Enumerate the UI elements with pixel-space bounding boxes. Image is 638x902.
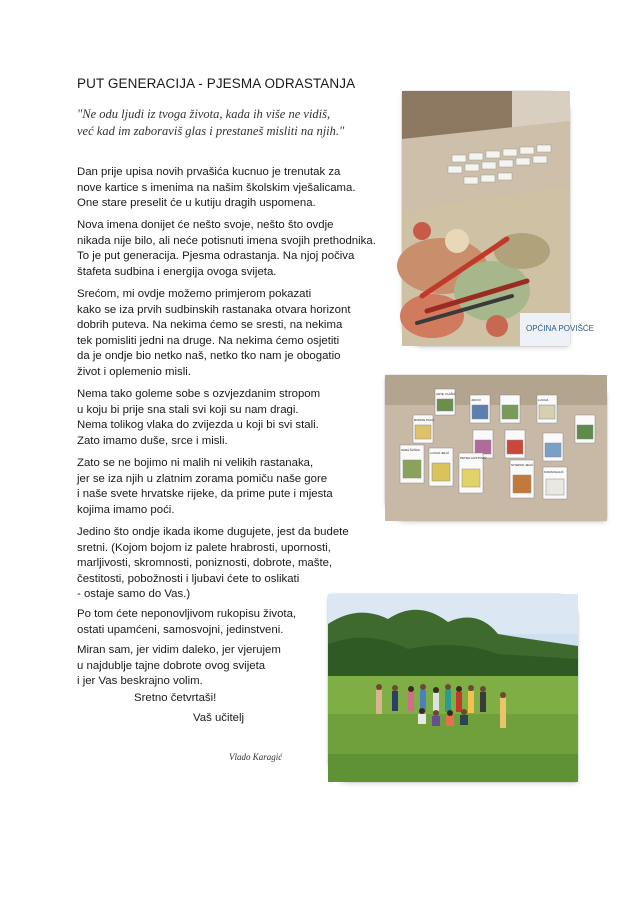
- text-line: tek pomisliti jedni na druge. Na nekima ćemo osjetiti: [77, 334, 340, 347]
- text-line: i naše svete hrvatske rijeke, da prime pute i mjesta: [77, 488, 333, 500]
- text-line: dobrih puteva. Na nekima ćemo se sresti, na nekima: [77, 319, 343, 331]
- text-line: i jer Vas beskrajno volim.: [77, 675, 203, 687]
- text-line: u najdublje tajne dobrote ovog svijeta: [77, 659, 266, 672]
- signature: Vaš učitelj: [193, 712, 245, 724]
- closing-line: Sretno četvrtaši!: [134, 692, 217, 704]
- text-line: život i oplemenio misli.: [77, 365, 191, 378]
- text-line: marljivosti, skromnosti, poniznosti, dobrote, mašte,: [77, 557, 333, 569]
- paragraph-5: [77, 456, 397, 518]
- card-label: ANTE VLAŠIĆ: [436, 392, 456, 396]
- text-line: jer se iza njih u zlatnim zorama pomiču naše gore: [77, 472, 328, 485]
- paragraph-4: [77, 387, 397, 449]
- photo-cards-and-pens: [402, 91, 595, 346]
- text-line: Srećom, mi ovdje možemo primjerom pokazati: [77, 288, 312, 300]
- text-line: Nova imena donijet će nešto svoje, nešto što ovdje: [77, 219, 334, 231]
- paragraph-2: [77, 218, 397, 280]
- text-line: u koju bi prije sna stali svi koji su nam dragi.: [77, 403, 299, 416]
- text-line: Miran sam, jer vidim daleko, jer vjerujem: [77, 644, 281, 656]
- text-line: Nema tolikog vlaka do zvijezda u koji bi svi stali.: [77, 419, 319, 431]
- text-line: - ostaje samo do Vas.): [77, 588, 191, 600]
- text-line: To je put generacija. Pjesma odrastanja. Na njoj počiva: [77, 250, 355, 262]
- text-line: štafeta sudbina i energija ovoga svijeta.: [77, 265, 277, 278]
- text-line: kako se iza prvih sudbinskih rastanaka otvara horizont: [77, 303, 351, 316]
- text-line: sretni. (Kojom bojom iz palete hrabrosti, upornosti,: [77, 541, 331, 554]
- paragraph-1: [77, 165, 397, 212]
- card-label: SARA ŠUŠAK: [401, 448, 421, 452]
- text-line: Jedino što ondje ikada ikome dugujete, jest da budete: [77, 526, 349, 538]
- text-line: ostati upamćeni, samosvojni, jedinstveni.: [77, 623, 284, 636]
- card-label: ROMAN PALIĆ: [414, 418, 435, 422]
- photo-name-cards: [385, 375, 607, 521]
- text-line: da je ondje bio netko naš, netko tko nam je obogatio: [77, 350, 341, 362]
- text-line: Po tom ćete neponovljivom rukopisu života,: [77, 608, 297, 620]
- paragraph-6: [77, 525, 397, 603]
- photo-group-meadow: [328, 594, 578, 782]
- author-name: Vlado Karagić: [229, 752, 283, 762]
- quote-line: "Ne odu ljudi iz tvoga života, kada ih više ne vidiš,: [77, 107, 331, 121]
- text-line: nikada nije bilo, ali neće potisnuti imena svojih prethodnika.: [77, 234, 376, 247]
- card-label: KORANGALIĆ: [544, 470, 564, 474]
- text-line: kojima imamo poći.: [77, 503, 175, 516]
- card-label: LUCIJA: [538, 398, 549, 402]
- text-line: Zato se ne bojimo ni malih ni velikih rastanaka,: [77, 457, 314, 469]
- card-label: JAKOV: [471, 398, 481, 402]
- paragraph-3: [77, 287, 397, 380]
- page-title: PUT GENERACIJA - PJESMA ODRASTANJA: [77, 76, 356, 91]
- text-line: nove kartice s imenima na našim školskim vješalicama.: [77, 181, 356, 194]
- quote-line: već kad im zaboraviš glas i prestaneš misliti na njih.": [77, 124, 345, 138]
- text-line: Dan prije upisa novih prvašića kucnuo je trenutak za: [77, 166, 341, 178]
- card-label: STJEPAN JELIĆ: [511, 463, 534, 467]
- card-label: LUCIJA JELIĆ: [430, 451, 450, 455]
- banner-text: OPĆINA POVIŠĆE: [526, 324, 595, 333]
- text-line: čestitosti, pobožnosti i ljubavi ćete to oslikati: [77, 572, 300, 585]
- quote: [77, 106, 377, 140]
- text-line: Zato imamo duše, srce i misli.: [77, 434, 228, 447]
- text-line: One stare preselit će u kutiju dragih uspomena.: [77, 197, 316, 209]
- card-label: PETRA GOSTOVIĆ: [460, 456, 487, 460]
- text-line: Nema tako goleme sobe s ozvjezdanim stropom: [77, 388, 321, 400]
